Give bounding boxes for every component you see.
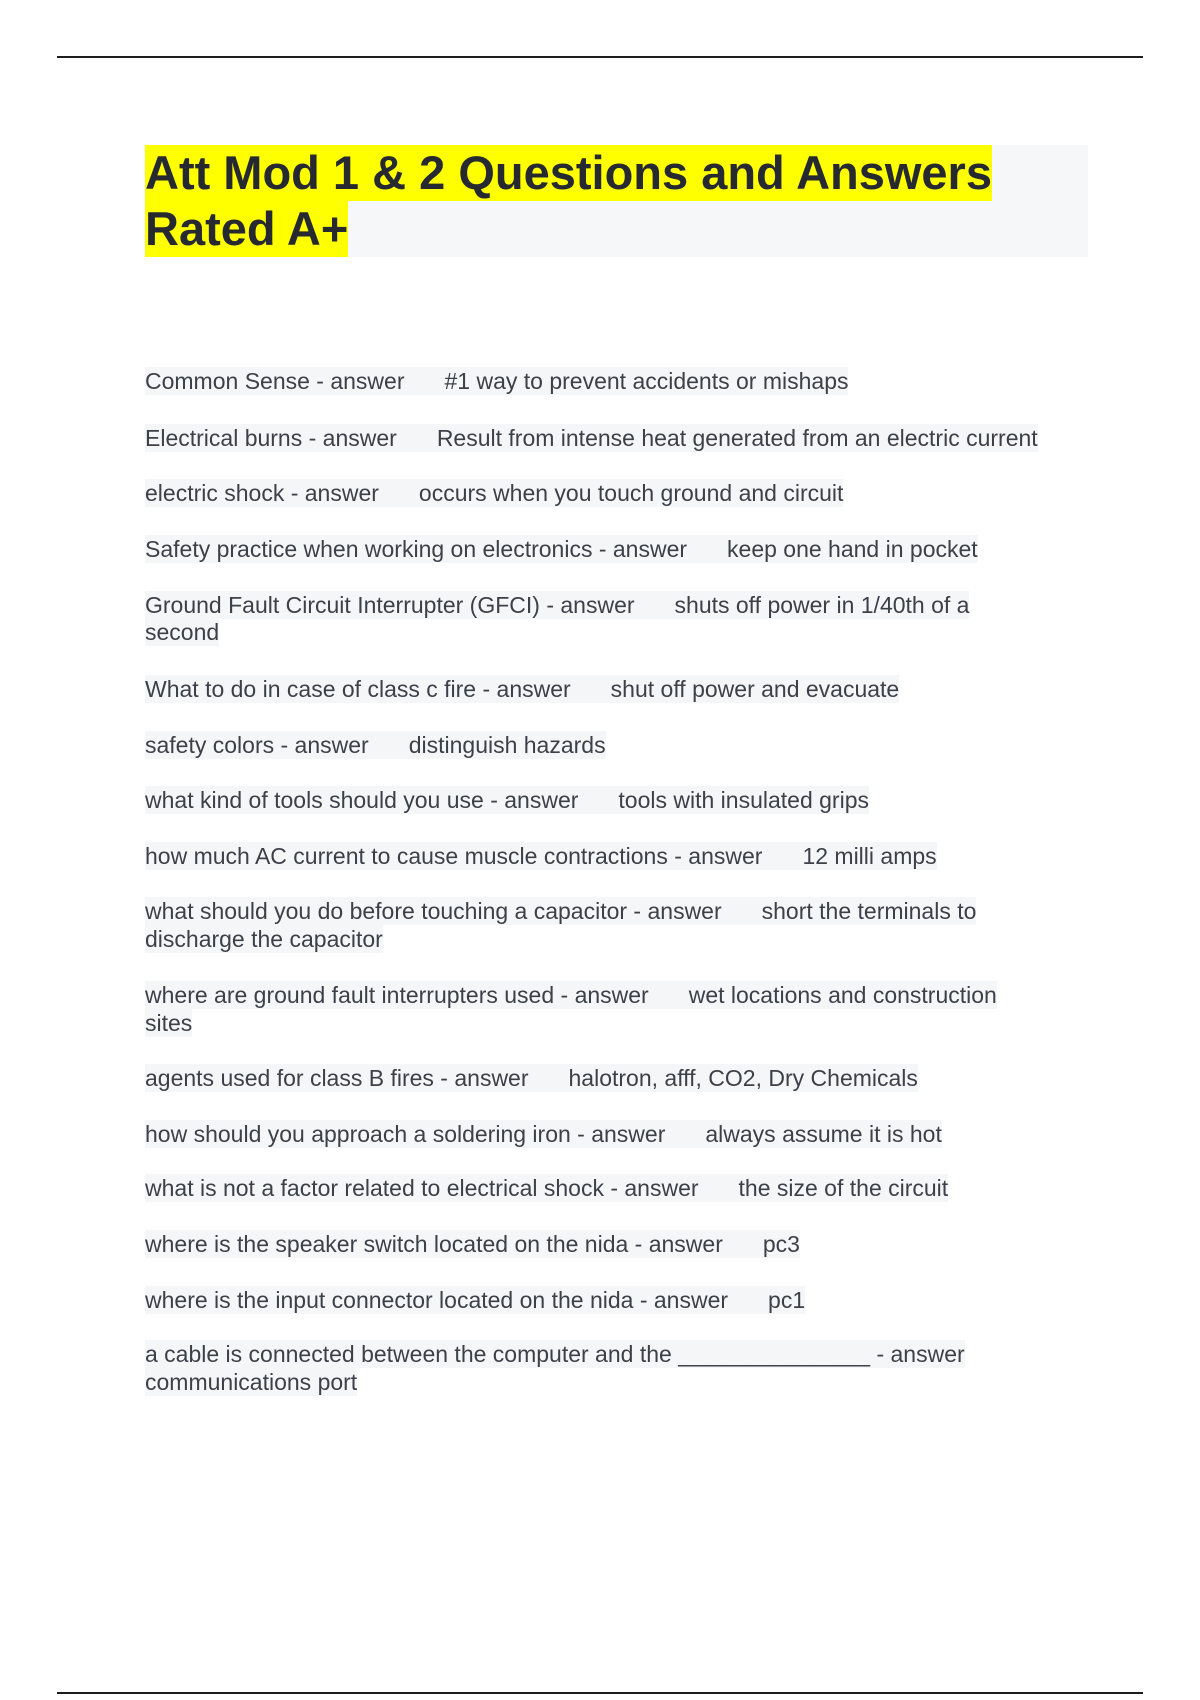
answer-text: Result from intense heat generated from an electric current [436,425,1038,451]
qa-item [145,1120,942,1148]
question-text: Safety practice when working on electronics - answer [145,536,688,562]
qa-item-continuation [145,1009,192,1037]
document-title [145,145,1088,257]
answer-text: keep one hand in pocket [727,536,978,562]
qa-item [145,1064,918,1092]
title-block [145,145,1088,257]
answer-text: short the terminals to [761,898,977,924]
qa-item-continuation [145,925,383,953]
qa-item [145,1340,965,1368]
qa-item [145,786,869,814]
qa-item [145,535,978,563]
question-text: where is the input connector located on the nida - answer [145,1287,729,1313]
answer-text-continued: sites [145,1010,193,1036]
qa-item [145,897,976,925]
title-line-2: Rated A+ [145,202,349,255]
answer-text: pc3 [762,1231,800,1257]
question-text: what is not a factor related to electrical shock - answer [145,1175,699,1201]
bottom-rule [57,1692,1143,1694]
answer-text: tools with insulated grips [618,787,869,813]
qa-item [145,842,937,870]
qa-item [145,479,843,507]
top-rule [57,56,1143,58]
answer-text: occurs when you touch ground and circuit [418,480,844,506]
answer-text-continued: second [145,619,220,645]
question-text: Ground Fault Circuit Interrupter (GFCI) - answer [145,592,635,618]
answer-text-continued: discharge the capacitor [145,926,383,952]
qa-item-continuation [145,1368,357,1396]
qa-item [145,591,969,619]
answer-text: shuts off power in 1/40th of a [674,592,970,618]
answer-text: 12 milli amps [802,843,937,869]
question-text: safety colors - answer [145,732,369,758]
qa-item [145,424,1038,452]
qa-item [145,1174,948,1202]
question-text: agents used for class B fires - answer [145,1065,529,1091]
answer-text: always assume it is hot [705,1121,942,1147]
question-text: what should you do before touching a capacitor - answer [145,898,722,924]
question-text: how much AC current to cause muscle contractions - answer [145,843,763,869]
answer-text-continued: communications port [145,1369,358,1395]
question-text: what kind of tools should you use - answer [145,787,579,813]
question-text: where is the speaker switch located on the nida - answer [145,1231,723,1257]
qa-item [145,1286,805,1314]
question-text: What to do in case of class c fire - answer [145,676,571,702]
question-text: electric shock - answer [145,480,379,506]
answer-text: wet locations and construction [688,982,997,1008]
answer-text: the size of the circuit [738,1175,949,1201]
answer-text: shut off power and evacuate [610,676,900,702]
qa-item [145,367,848,395]
qa-item [145,731,606,759]
answer-text: pc1 [768,1287,806,1313]
answer-text: distinguish hazards [408,732,606,758]
qa-item [145,675,899,703]
answer-text: #1 way to prevent accidents or mishaps [444,368,849,394]
question-text: where are ground fault interrupters used - answer [145,982,649,1008]
question-text: how should you approach a soldering iron - answer [145,1121,666,1147]
qa-item [145,981,997,1009]
title-line-1: Att Mod 1 & 2 Questions and Answers [145,146,992,199]
answer-text: halotron, afff, CO2, Dry Chemicals [568,1065,918,1091]
question-text: a cable is connected between the computer and the _______________ - answer [145,1341,965,1367]
qa-item-continuation [145,618,219,646]
question-text: Electrical burns - answer [145,425,397,451]
qa-item [145,1230,800,1258]
question-text: Common Sense - answer [145,368,405,394]
